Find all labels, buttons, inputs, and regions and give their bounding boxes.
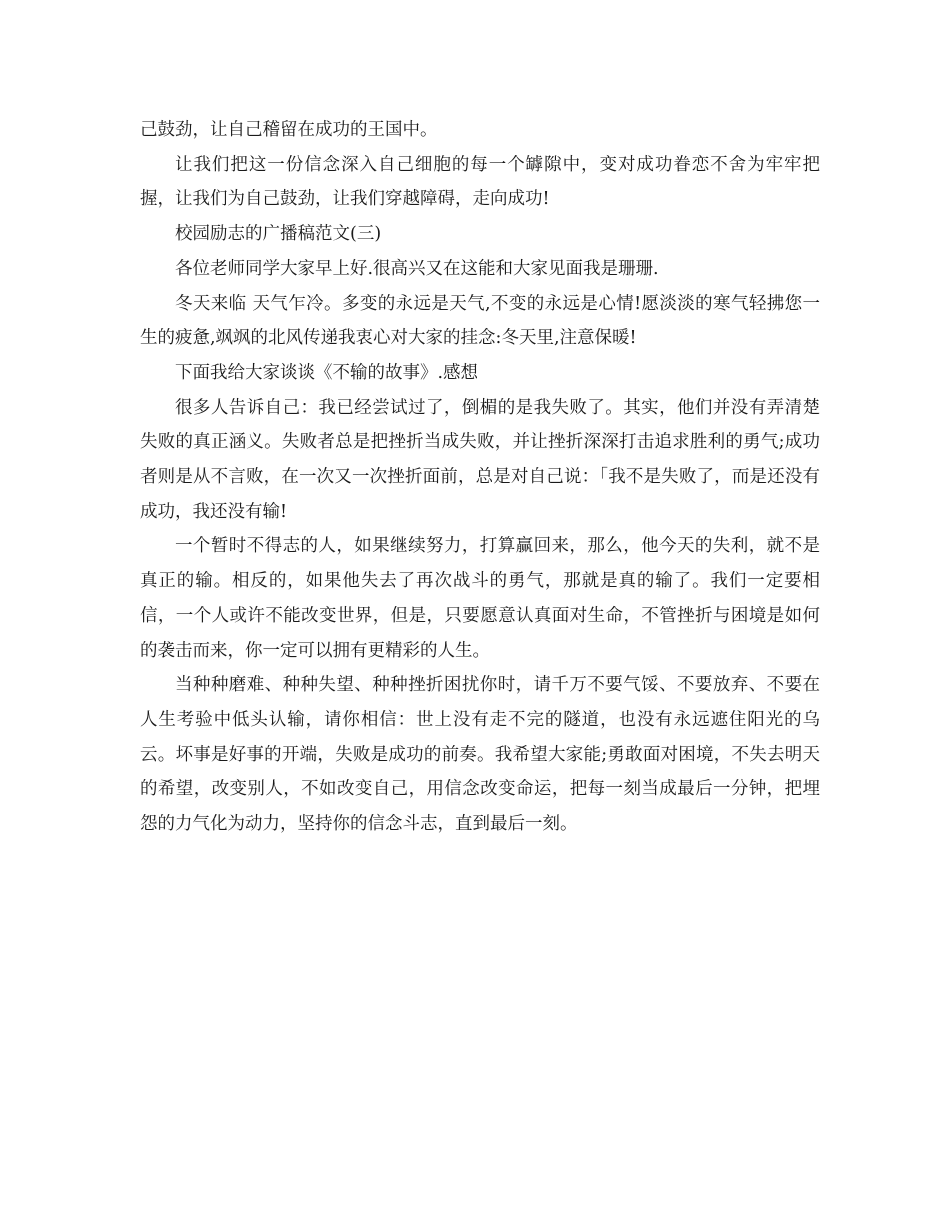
paragraph-failure: 很多人告诉自己：我已经尝试过了，倒楣的是我失败了。其实，他们并没有弄清楚失败的真正涵义。失败者总是把挫折当成失败，并让挫折深深打击追求胜利的勇气;成功者则是从不言败，在一次又一次挫折面前，总是对自己说：「我不是失败了，而是还没有成功，我还没有输! [140, 397, 820, 522]
paragraph-belief: 让我们把这一份信念深入自己细胞的每一个罅隙中，变对成功眷恋不舍为牢牢把握，让我们为自己鼓劲，让我们穿越障碍，走向成功! [140, 154, 820, 210]
paragraph-topic-intro: 下面我给大家谈谈《不输的故事》.感想 [175, 362, 479, 383]
paragraph-persistence: 一个暂时不得志的人，如果继续努力，打算赢回来，那么，他今天的失利，就不是真正的输。相反的，如果他失去了再次战斗的勇气，那就是真的输了。我们一定要相信，一个人或许不能改变世界，但是，只要愿意认真面对生命，不管挫折与困境是如何的袭击而来，你一定可以拥有更精彩的人生。 [140, 536, 820, 661]
paragraph-hardship: 当种种磨难、种种失望、种种挫折困扰你时，请千万不要气馁、不要放弃、不要在人生考验中低头认输，请你相信：世上没有走不完的隧道，也没有永远遮住阳光的乌云。坏事是好事的开端，失败是成功的前奏。我希望大家能;勇敢面对困境，不失去明天的希望，改变别人，不如改变自己，用信念改变命运，把每一刻当成最后一分钟，把埋怨的力气化为动力，坚持你的信念斗志，直到最后一刻。 [140, 675, 820, 835]
paragraph-greeting: 各位老师同学大家早上好.很高兴又在这能和大家见面我是珊珊. [175, 258, 659, 279]
section-heading: 校园励志的广播稿范文(三) [175, 224, 382, 245]
body-text [140, 113, 820, 842]
paragraph-continuation: 己鼓劲，让自己稽留在成功的王国中。 [140, 120, 438, 140]
paragraph-winter: 冬天来临 天气乍冷。多变的永远是天气,不变的永远是心情!愿淡淡的寒气轻拂您一生的疲惫,飒飒的北风传递我衷心对大家的挂念:冬天里,注意保暖! [140, 293, 820, 349]
